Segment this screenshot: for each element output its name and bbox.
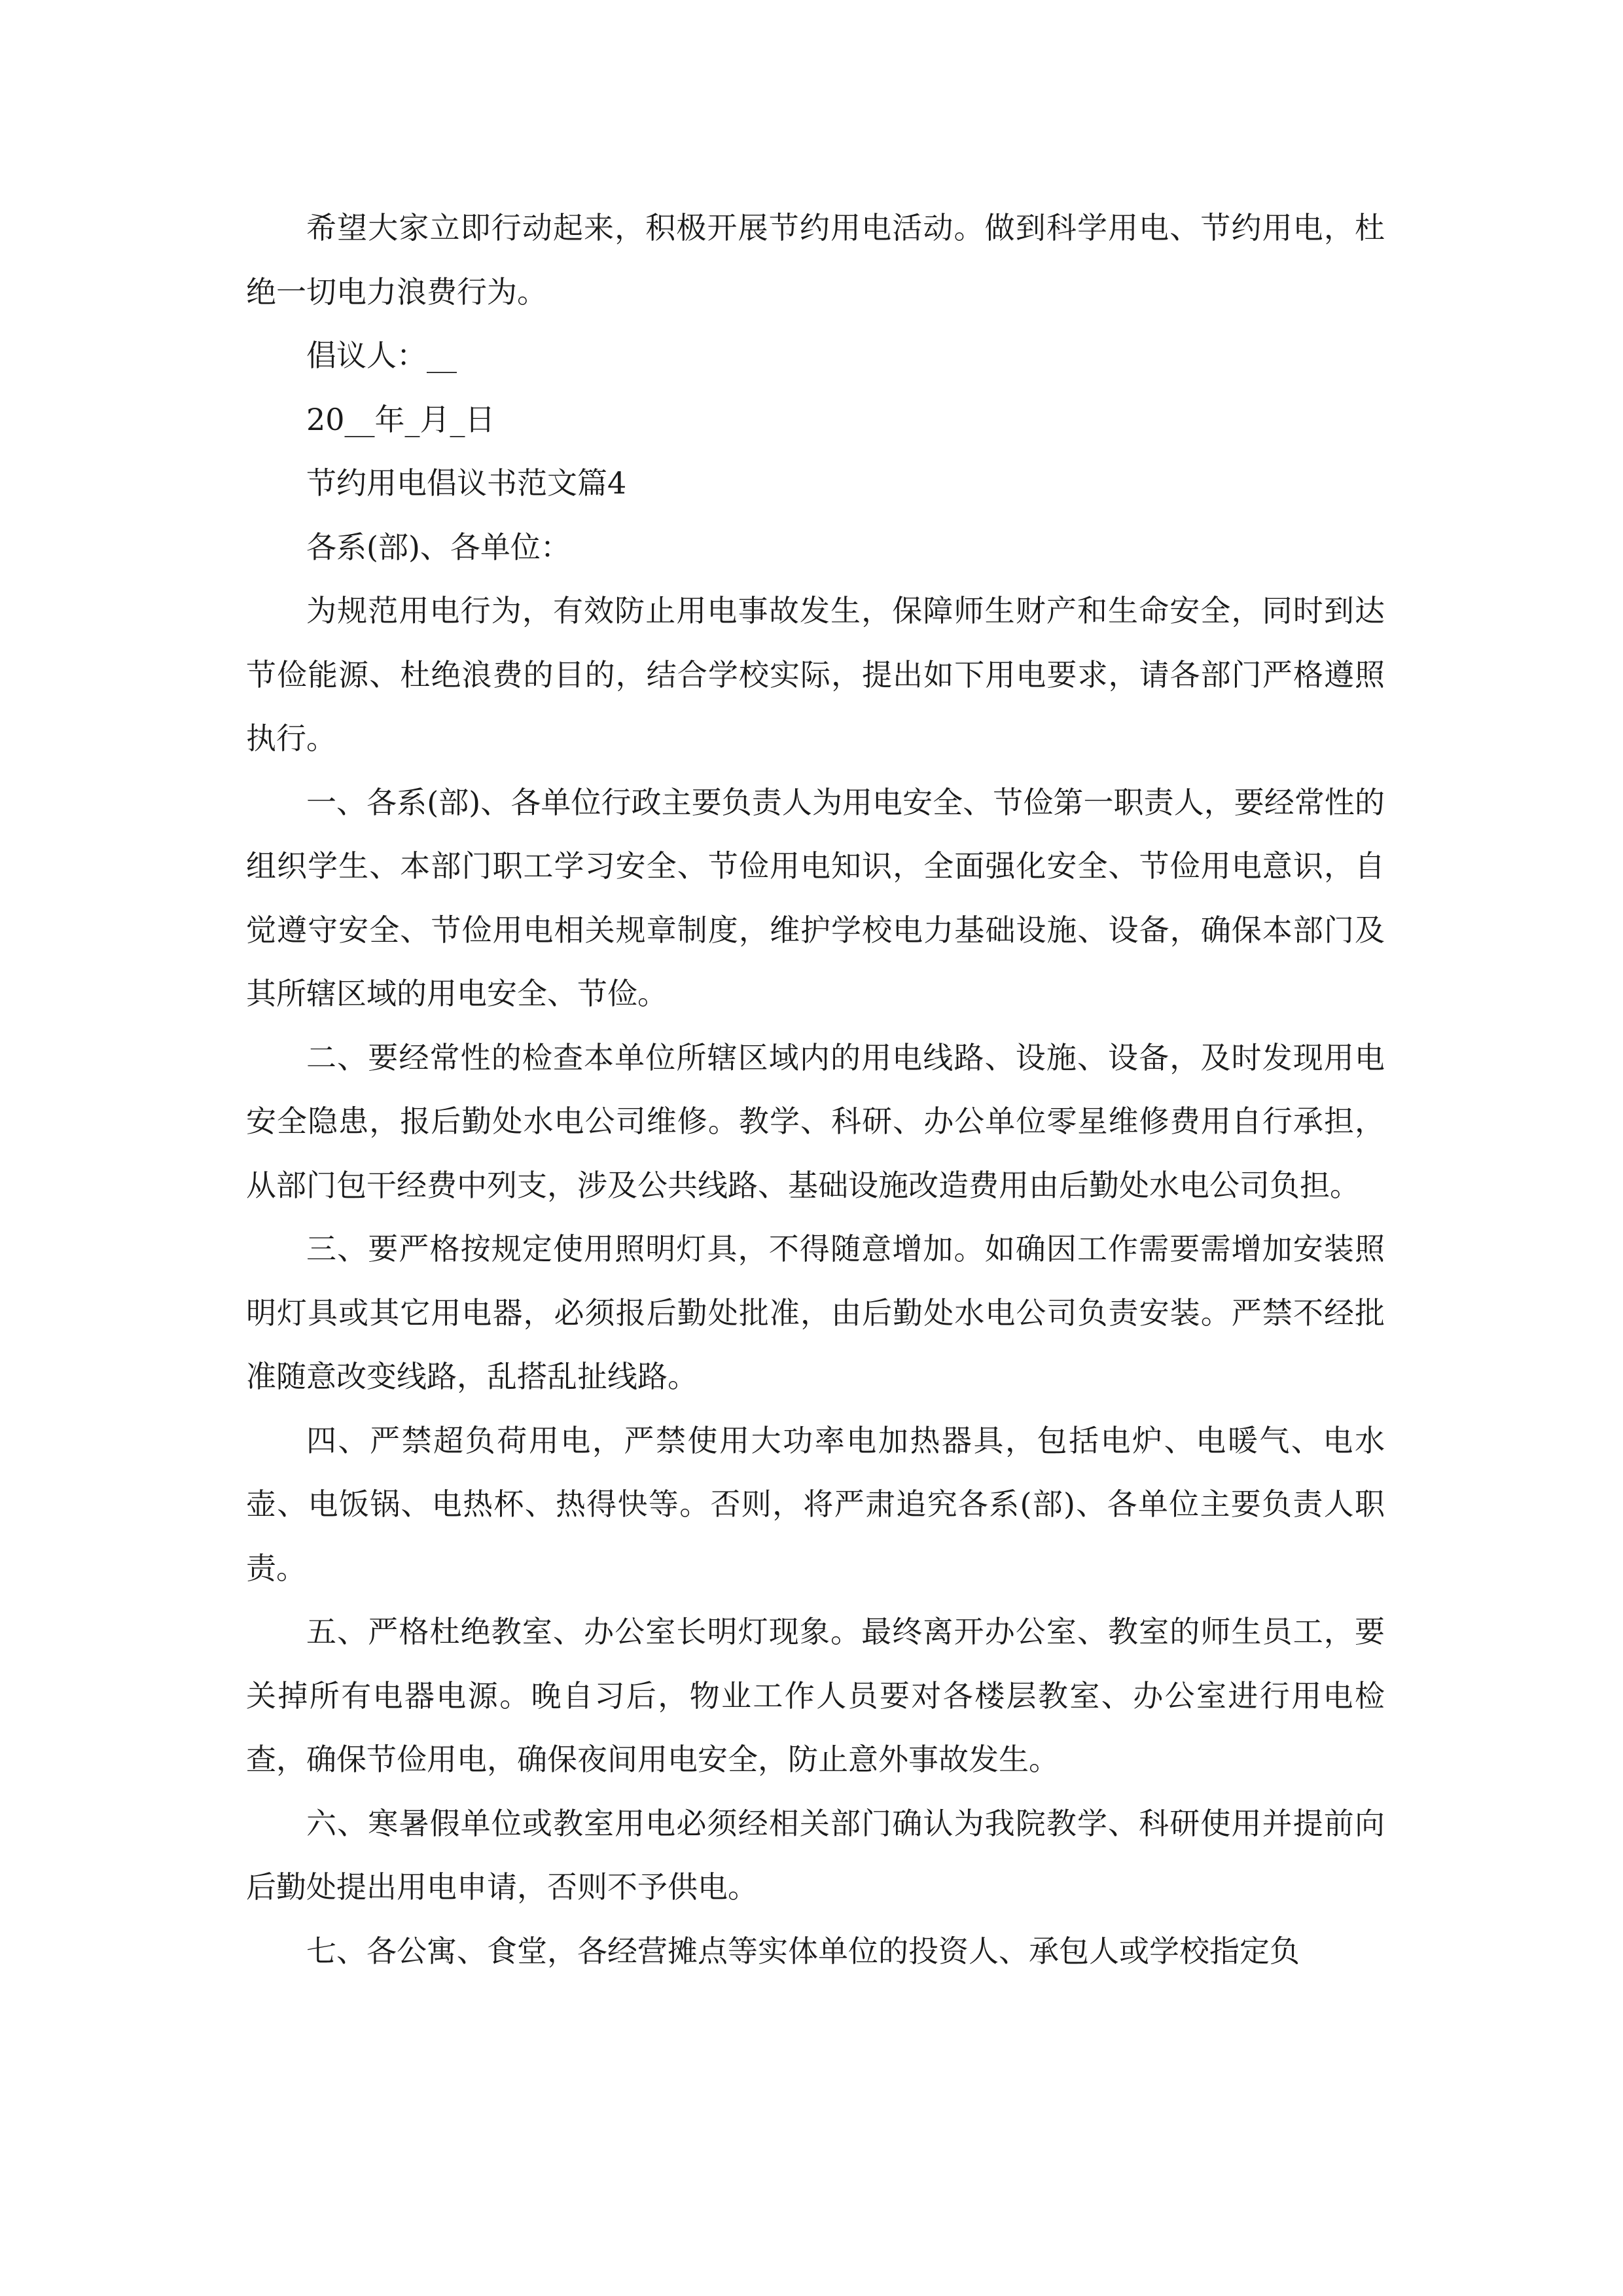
- paragraph-item-3: 三、要严格按规定使用照明灯具，不得随意增加。如确因工作需要需增加安装照明灯具或其它用电器，必须报后勤处批准，由后勤处水电公司负责安装。严禁不经批准随意改变线路，乱搭乱扯线路。: [246, 1231, 1385, 1394]
- paragraph-date: 20__年_月_日: [306, 401, 495, 437]
- paragraph-item-7: 七、各公寓、食堂，各经营摊点等实体单位的投资人、承包人或学校指定负: [306, 1933, 1300, 1969]
- paragraph-item-1: 一、各系(部)、各单位行政主要负责人为用电安全、节俭第一职责人，要经常性的组织学生、本部门职工学习安全、节俭用电知识，全面强化安全、节俭用电意识，自觉遵守安全、节俭用电相关规章制度，维护学校电力基础设施、设备，确保本部门及其所辖区域的用电安全、节俭。: [246, 784, 1385, 1011]
- section-title: 节约用电倡议书范文篇4: [306, 465, 627, 501]
- paragraph-item-5: 五、严格杜绝教室、办公室长明灯现象。最终离开办公室、教室的师生员工，要关掉所有电器电源。晚自习后，物业工作人员要对各楼层教室、办公室进行用电检查，确保节俭用电，确保夜间用电安全，防止意外事故发生。: [246, 1614, 1385, 1777]
- paragraph-item-2: 二、要经常性的检查本单位所辖区域内的用电线路、设施、设备，及时发现用电安全隐患，报后勤处水电公司维修。教学、科研、办公单位零星维修费用自行承担，从部门包干经费中列支，涉及公共线路、基础设施改造费用由后勤处水电公司负担。: [246, 1039, 1385, 1203]
- paragraph-salutation: 各系(部)、各单位：: [306, 529, 571, 565]
- document-body: [246, 196, 1385, 1983]
- paragraph-item-6: 六、寒暑假单位或教室用电必须经相关部门确认为我院教学、科研使用并提前向后勤处提出用电申请，否则不予供电。: [246, 1805, 1385, 1905]
- paragraph-appeal: 希望大家立即行动起来，积极开展节约用电活动。做到科学用电、节约用电，杜绝一切电力浪费行为。: [246, 210, 1385, 310]
- paragraph-intro: 为规范用电行为，有效防止用电事故发生，保障师生财产和生命安全，同时到达节俭能源、杜绝浪费的目的，结合学校实际，提出如下用电要求，请各部门严格遵照执行。: [246, 593, 1385, 756]
- paragraph-proposer: 倡议人：__: [306, 338, 457, 373]
- paragraph-item-4: 四、严禁超负荷用电，严禁使用大功率电加热器具，包括电炉、电暖气、电水壶、电饭锅、电热杯、热得快等。否则，将严肃追究各系(部)、各单位主要负责人职责。: [246, 1422, 1385, 1586]
